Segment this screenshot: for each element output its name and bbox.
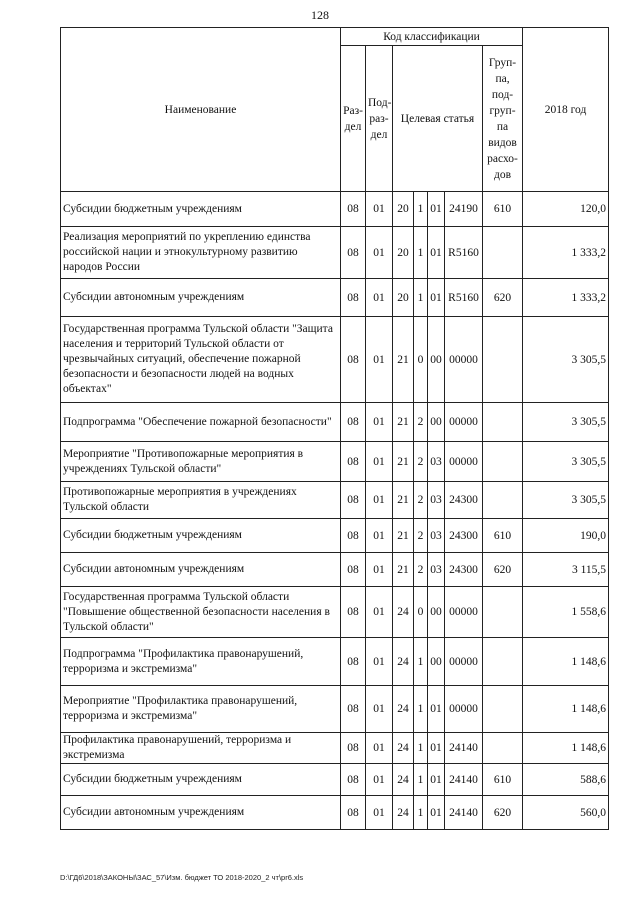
header-name: Наименование [61,28,341,192]
cell-name: Мероприятие "Противопожарные мероприятия в учреждениях Тульской области" [61,442,341,482]
cell-cs2: 1 [414,279,428,317]
cell-cs4: 24140 [445,733,483,764]
cell-name: Субсидии бюджетным учреждениям [61,519,341,553]
cell-cs2: 2 [414,553,428,587]
cell-name: Субсидии автономным учреждениям [61,553,341,587]
cell-amount: 588,6 [523,764,609,796]
cell-razdel: 08 [341,764,366,796]
cell-name: Реализация мероприятий по укреплению единства российской нации и этнокультурному развитию народов России [61,227,341,279]
cell-amount: 3 305,5 [523,442,609,482]
cell-cs3: 01 [428,686,445,733]
cell-vr: 610 [483,192,523,227]
cell-amount: 3 115,5 [523,553,609,587]
table-row [61,317,609,403]
cell-cs3: 01 [428,279,445,317]
table-row [61,764,609,796]
cell-cs3: 03 [428,482,445,519]
cell-podrazdel: 01 [366,192,393,227]
cell-razdel: 08 [341,638,366,686]
header-target-article: Целевая статья [393,46,483,192]
cell-cs3: 00 [428,638,445,686]
cell-cs4: 24300 [445,553,483,587]
cell-podrazdel: 01 [366,227,393,279]
cell-cs4: 24300 [445,519,483,553]
cell-name: Противопожарные мероприятия в учреждениях Тульской области [61,482,341,519]
cell-cs3: 00 [428,317,445,403]
cell-name: Профилактика правонарушений, терроризма и экстремизма [61,733,341,764]
cell-cs2: 0 [414,587,428,638]
cell-amount: 560,0 [523,796,609,830]
header-classification: Код классификации [341,28,523,46]
header-year: 2018 год [523,28,609,192]
cell-razdel: 08 [341,587,366,638]
table-body [61,192,609,830]
cell-vr: 620 [483,553,523,587]
cell-cs1: 21 [393,482,414,519]
cell-cs2: 2 [414,482,428,519]
cell-cs3: 01 [428,733,445,764]
budget-table [60,27,609,830]
cell-cs3: 01 [428,796,445,830]
cell-cs3: 01 [428,227,445,279]
cell-podrazdel: 01 [366,482,393,519]
cell-cs4: R5160 [445,279,483,317]
cell-razdel: 08 [341,482,366,519]
header-group: Груп-па, под-груп-па видов расхо-дов [483,46,523,192]
cell-cs4: 00000 [445,638,483,686]
cell-cs4: 00000 [445,317,483,403]
cell-cs1: 21 [393,442,414,482]
cell-razdel: 08 [341,192,366,227]
cell-vr: 620 [483,796,523,830]
table-row [61,192,609,227]
cell-amount: 120,0 [523,192,609,227]
cell-cs1: 20 [393,279,414,317]
cell-podrazdel: 01 [366,764,393,796]
cell-amount: 1 333,2 [523,227,609,279]
cell-razdel: 08 [341,733,366,764]
cell-cs3: 01 [428,764,445,796]
page-number: 128 [311,8,329,22]
cell-cs3: 03 [428,442,445,482]
cell-cs3: 03 [428,553,445,587]
cell-cs4: 00000 [445,587,483,638]
cell-podrazdel: 01 [366,733,393,764]
cell-name: Субсидии автономным учреждениям [61,796,341,830]
cell-cs3: 03 [428,519,445,553]
cell-podrazdel: 01 [366,553,393,587]
cell-razdel: 08 [341,227,366,279]
cell-vr [483,442,523,482]
cell-cs2: 1 [414,638,428,686]
cell-cs2: 1 [414,764,428,796]
cell-name: Государственная программа Тульской области "Повышение общественной безопасности населения в Тульской области" [61,587,341,638]
table-row [61,442,609,482]
cell-podrazdel: 01 [366,796,393,830]
cell-amount: 1 148,6 [523,686,609,733]
table-row [61,686,609,733]
cell-podrazdel: 01 [366,279,393,317]
cell-cs1: 24 [393,587,414,638]
cell-cs4: 24140 [445,764,483,796]
cell-cs1: 20 [393,192,414,227]
cell-name: Субсидии бюджетным учреждениям [61,192,341,227]
cell-razdel: 08 [341,519,366,553]
cell-razdel: 08 [341,686,366,733]
cell-amount: 1 148,6 [523,638,609,686]
cell-podrazdel: 01 [366,442,393,482]
cell-vr: 610 [483,764,523,796]
table-row [61,227,609,279]
cell-podrazdel: 01 [366,587,393,638]
cell-name: Мероприятие "Профилактика правонарушений, терроризма и экстремизма" [61,686,341,733]
cell-cs1: 24 [393,796,414,830]
cell-razdel: 08 [341,796,366,830]
cell-amount: 3 305,5 [523,482,609,519]
cell-cs2: 1 [414,227,428,279]
cell-podrazdel: 01 [366,317,393,403]
table-row [61,519,609,553]
cell-razdel: 08 [341,317,366,403]
table-row [61,553,609,587]
footer-file-path: D:\ГД6\2018\ЗАКОНЫ\ЗАС_57\Изм. бюджет ТО 2018-2020_2 чт\pr6.xls [60,873,304,882]
cell-cs1: 21 [393,553,414,587]
cell-cs4: 00000 [445,442,483,482]
cell-cs2: 1 [414,192,428,227]
table-row [61,796,609,830]
cell-amount: 3 305,5 [523,403,609,442]
cell-cs3: 00 [428,587,445,638]
cell-cs4: 24190 [445,192,483,227]
cell-vr [483,317,523,403]
cell-vr [483,587,523,638]
table-header [61,28,609,192]
cell-amount: 1 558,6 [523,587,609,638]
cell-name: Подпрограмма "Обеспечение пожарной безопасности" [61,403,341,442]
cell-razdel: 08 [341,403,366,442]
cell-cs1: 24 [393,764,414,796]
cell-vr [483,686,523,733]
cell-vr [483,638,523,686]
cell-name: Субсидии бюджетным учреждениям [61,764,341,796]
cell-cs2: 0 [414,317,428,403]
cell-cs1: 24 [393,686,414,733]
cell-cs2: 1 [414,733,428,764]
cell-vr: 610 [483,519,523,553]
cell-cs4: 00000 [445,686,483,733]
cell-vr [483,403,523,442]
table-row [61,587,609,638]
cell-podrazdel: 01 [366,638,393,686]
cell-vr [483,227,523,279]
cell-vr [483,733,523,764]
cell-cs1: 21 [393,403,414,442]
cell-cs4: 24140 [445,796,483,830]
cell-cs2: 2 [414,403,428,442]
cell-name: Субсидии автономным учреждениям [61,279,341,317]
table-row [61,733,609,764]
cell-podrazdel: 01 [366,519,393,553]
header-section: Раз-дел [341,46,366,192]
cell-razdel: 08 [341,442,366,482]
cell-cs4: R5160 [445,227,483,279]
cell-name: Государственная программа Тульской области "Защита населения и территорий Тульской области от чрезвычайных ситуаций, обеспечение пожарной безопасности и безопасности людей на водных объектах" [61,317,341,403]
cell-cs2: 2 [414,442,428,482]
cell-amount: 3 305,5 [523,317,609,403]
header-subsection: Под-раз-дел [366,46,393,192]
cell-razdel: 08 [341,553,366,587]
cell-cs2: 1 [414,796,428,830]
cell-podrazdel: 01 [366,686,393,733]
cell-amount: 1 148,6 [523,733,609,764]
cell-cs1: 24 [393,638,414,686]
table-row [61,403,609,442]
table-row [61,638,609,686]
cell-cs1: 24 [393,733,414,764]
cell-amount: 190,0 [523,519,609,553]
cell-cs1: 21 [393,317,414,403]
cell-cs4: 24300 [445,482,483,519]
cell-cs1: 20 [393,227,414,279]
table-row [61,482,609,519]
cell-razdel: 08 [341,279,366,317]
table-row [61,279,609,317]
cell-cs2: 2 [414,519,428,553]
cell-cs2: 1 [414,686,428,733]
cell-vr: 620 [483,279,523,317]
cell-vr [483,482,523,519]
cell-cs4: 00000 [445,403,483,442]
cell-cs3: 01 [428,192,445,227]
cell-podrazdel: 01 [366,403,393,442]
cell-cs1: 21 [393,519,414,553]
cell-name: Подпрограмма "Профилактика правонарушений, терроризма и экстремизма" [61,638,341,686]
cell-cs3: 00 [428,403,445,442]
cell-amount: 1 333,2 [523,279,609,317]
